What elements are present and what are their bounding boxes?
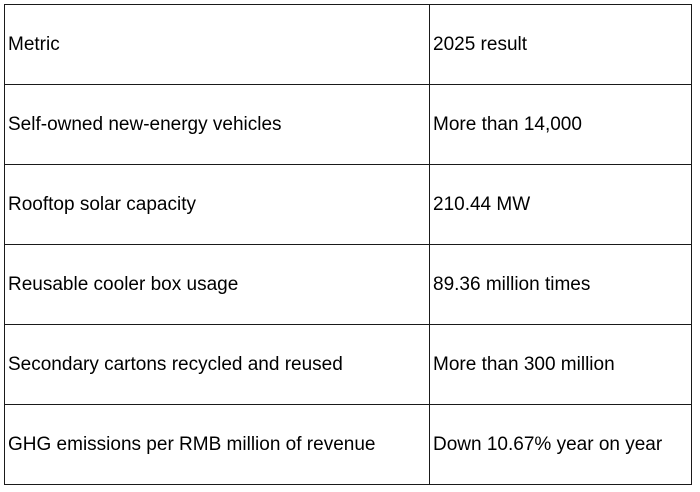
metric-cell: Self-owned new-energy vehicles: [5, 85, 430, 165]
result-cell: 210.44 MW: [430, 165, 692, 245]
table-row: [5, 165, 692, 245]
result-cell: More than 14,000: [430, 85, 692, 165]
result-cell: 89.36 million times: [430, 245, 692, 325]
result-cell: More than 300 million: [430, 325, 692, 405]
table-row: [5, 405, 692, 485]
table-row: [5, 325, 692, 405]
metric-cell: Reusable cooler box usage: [5, 245, 430, 325]
result-cell: Down 10.67% year on year: [430, 405, 692, 485]
header-cell-result: 2025 result: [430, 5, 692, 85]
header-cell-metric: Metric: [5, 5, 430, 85]
table-row: [5, 245, 692, 325]
metric-cell: GHG emissions per RMB million of revenue: [5, 405, 430, 485]
metric-cell: Secondary cartons recycled and reused: [5, 325, 430, 405]
table-row: [5, 85, 692, 165]
metrics-table: [4, 4, 692, 485]
table-header-row: [5, 5, 692, 85]
metric-cell: Rooftop solar capacity: [5, 165, 430, 245]
